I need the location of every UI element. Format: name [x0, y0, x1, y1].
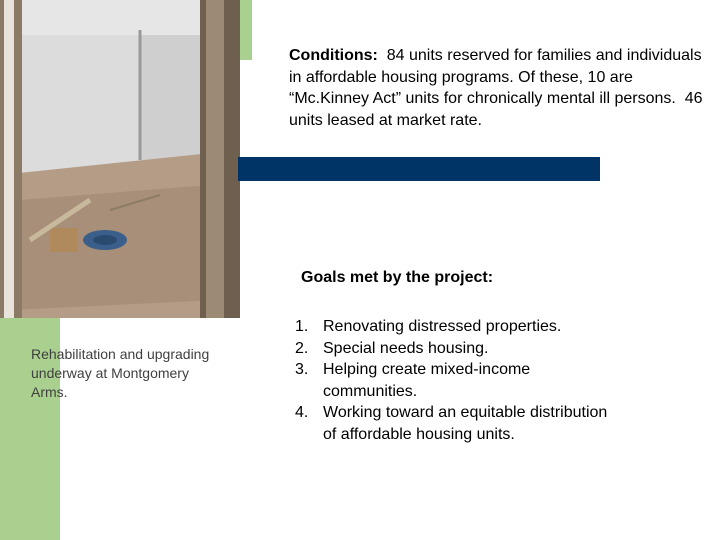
list-item [295, 316, 615, 338]
item-text: Working toward an equitable distribution of affordable housing units. [323, 404, 608, 443]
item-text: Helping create mixed-income communities. [323, 361, 531, 400]
list-item [295, 359, 615, 402]
goals-list [295, 316, 615, 445]
top-green-accent [238, 0, 252, 60]
item-number: 2. [295, 339, 309, 357]
photo-caption: Rehabilitation and upgrading underway at Montgomery Arms. [31, 346, 210, 400]
item-text: Special needs housing. [323, 339, 489, 357]
conditions-paragraph [289, 45, 709, 131]
item-text: Renovating distressed properties. [323, 318, 562, 335]
item-number: 4. [295, 404, 309, 421]
item-number: 1. [295, 318, 309, 335]
navy-divider-bar [238, 157, 600, 181]
conditions-text: 84 units reserved for families and individuals in affordable housing programs. Of these, 10 are “Mc.Kinney Act” units for chronically mental ill persons. 46 units leased at market rate. [289, 47, 707, 129]
goals-heading: Goals met by the project: [301, 269, 494, 286]
conditions-label: Conditions: [289, 47, 378, 64]
item-number: 3. [295, 361, 309, 378]
construction-photo [0, 0, 240, 318]
list-item [295, 402, 615, 445]
list-item [295, 338, 615, 360]
